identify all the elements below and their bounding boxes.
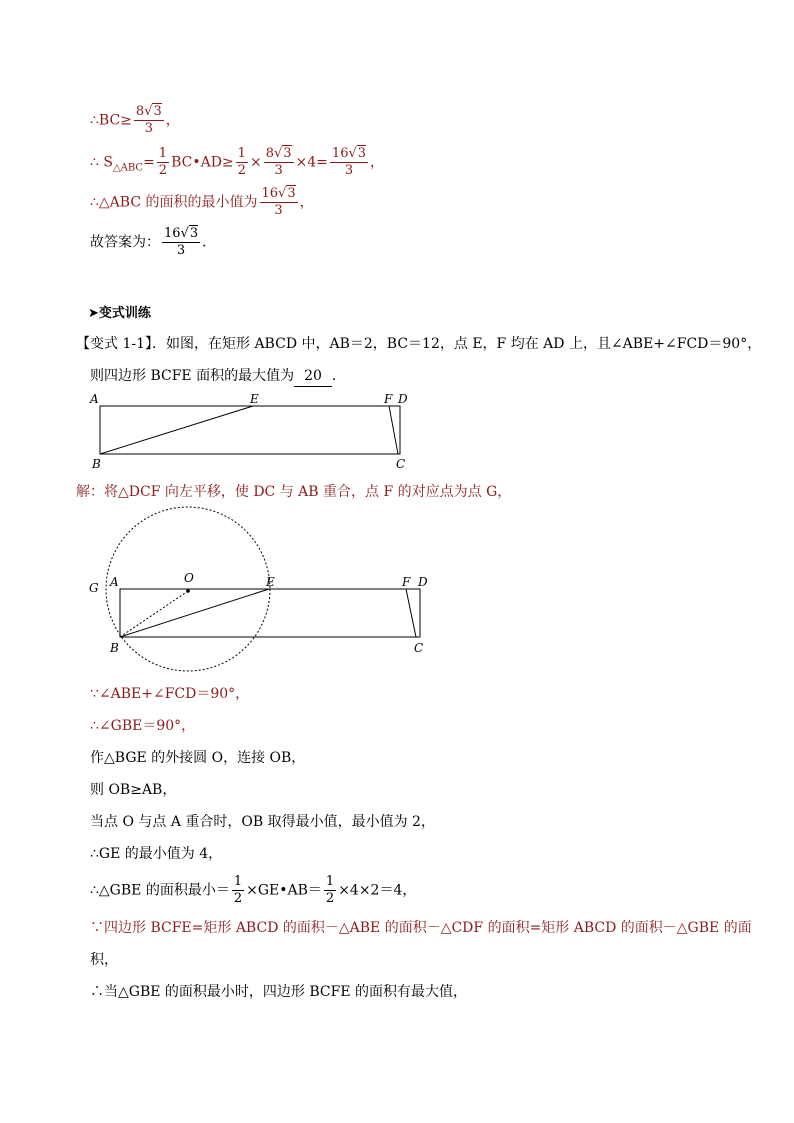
section-title: ➤变式训练	[88, 306, 151, 321]
label-a: A	[110, 575, 119, 589]
step-10: ∴当△GBE 的面积最小时，四边形 BCFE 的面积有最大值，	[90, 984, 468, 1000]
label-d: D	[418, 575, 428, 589]
label-a: A	[90, 392, 99, 406]
label-f: F	[402, 575, 411, 589]
figure-circle	[80, 502, 440, 672]
problem-statement: 【变式 1-1】．如图，在矩形 ABCD 中，AB＝2，BC＝12，点 E，F 均在 AD 上，且∠ABE+∠FCD＝90°，	[76, 336, 762, 352]
line-bc-bound: ∴BC≥ $\frac{8√3}{3}$ ，	[90, 104, 180, 136]
line-min-area: ∴△ABC 的面积的最小值为 $\frac{16√3}{3}$ ，	[90, 186, 314, 218]
step-3: 作△BGE 的外接圆 O，连接 OB，	[90, 750, 306, 766]
label-c: C	[396, 457, 406, 471]
label-f: F	[384, 392, 393, 406]
solution-intro: 解：将△DCF 向左平移，使 DC 与 AB 重合，点 F 的对应点为点 G，	[76, 484, 512, 500]
label-b: B	[110, 641, 119, 655]
step-6: ∴GE 的最小值为 4，	[90, 846, 223, 862]
label-e: E	[266, 575, 275, 589]
step-8: ∵四边形 BCFE=矩形 ABCD 的面积－△ABE 的面积－△CDF 的面积=矩形 ABCD 的面积－△GBE 的面	[90, 920, 752, 936]
answer-blank: 20	[294, 366, 332, 387]
figure-rectangle	[80, 388, 420, 474]
line-area-inequality: ∴ $S_{\triangle ABC}=$ $\frac{1}{2}$ BC•AD≥ $\frac{1}{2}$ × $\frac{8√3}{3}$ ×4= $\frac{16√3}{3}$ ，	[90, 146, 385, 178]
text: ∴BC≥	[90, 112, 132, 129]
problem-question: 则四边形 BCFE 面积的最大值为 20 ．	[90, 366, 346, 387]
step-5: 当点 O 与点 A 重合时，OB 取得最小值，最小值为 2，	[90, 814, 435, 830]
label-d: D	[398, 392, 408, 406]
step-4: 则 OB≥AB，	[90, 782, 177, 798]
label-c: C	[414, 641, 424, 655]
step-2: ∴∠GBE＝90°，	[90, 718, 196, 734]
step-9: 积，	[90, 952, 118, 968]
fraction: $\frac{8√3}{3}$	[135, 104, 162, 136]
label-o: O	[184, 571, 194, 585]
step-1: ∵∠ABE+∠FCD＝90°，	[90, 686, 250, 702]
label-g: G	[89, 581, 99, 595]
label-b: B	[92, 457, 101, 471]
line-answer: 故答案为： $\frac{16√3}{3}$ ．	[90, 226, 217, 258]
label-e: E	[250, 392, 259, 406]
step-7: ∴△GBE 的面积最小＝ $\frac{1}{2}$ ×GE•AB＝ $\frac{1}{2}$ ×4×2＝4，	[90, 874, 417, 906]
